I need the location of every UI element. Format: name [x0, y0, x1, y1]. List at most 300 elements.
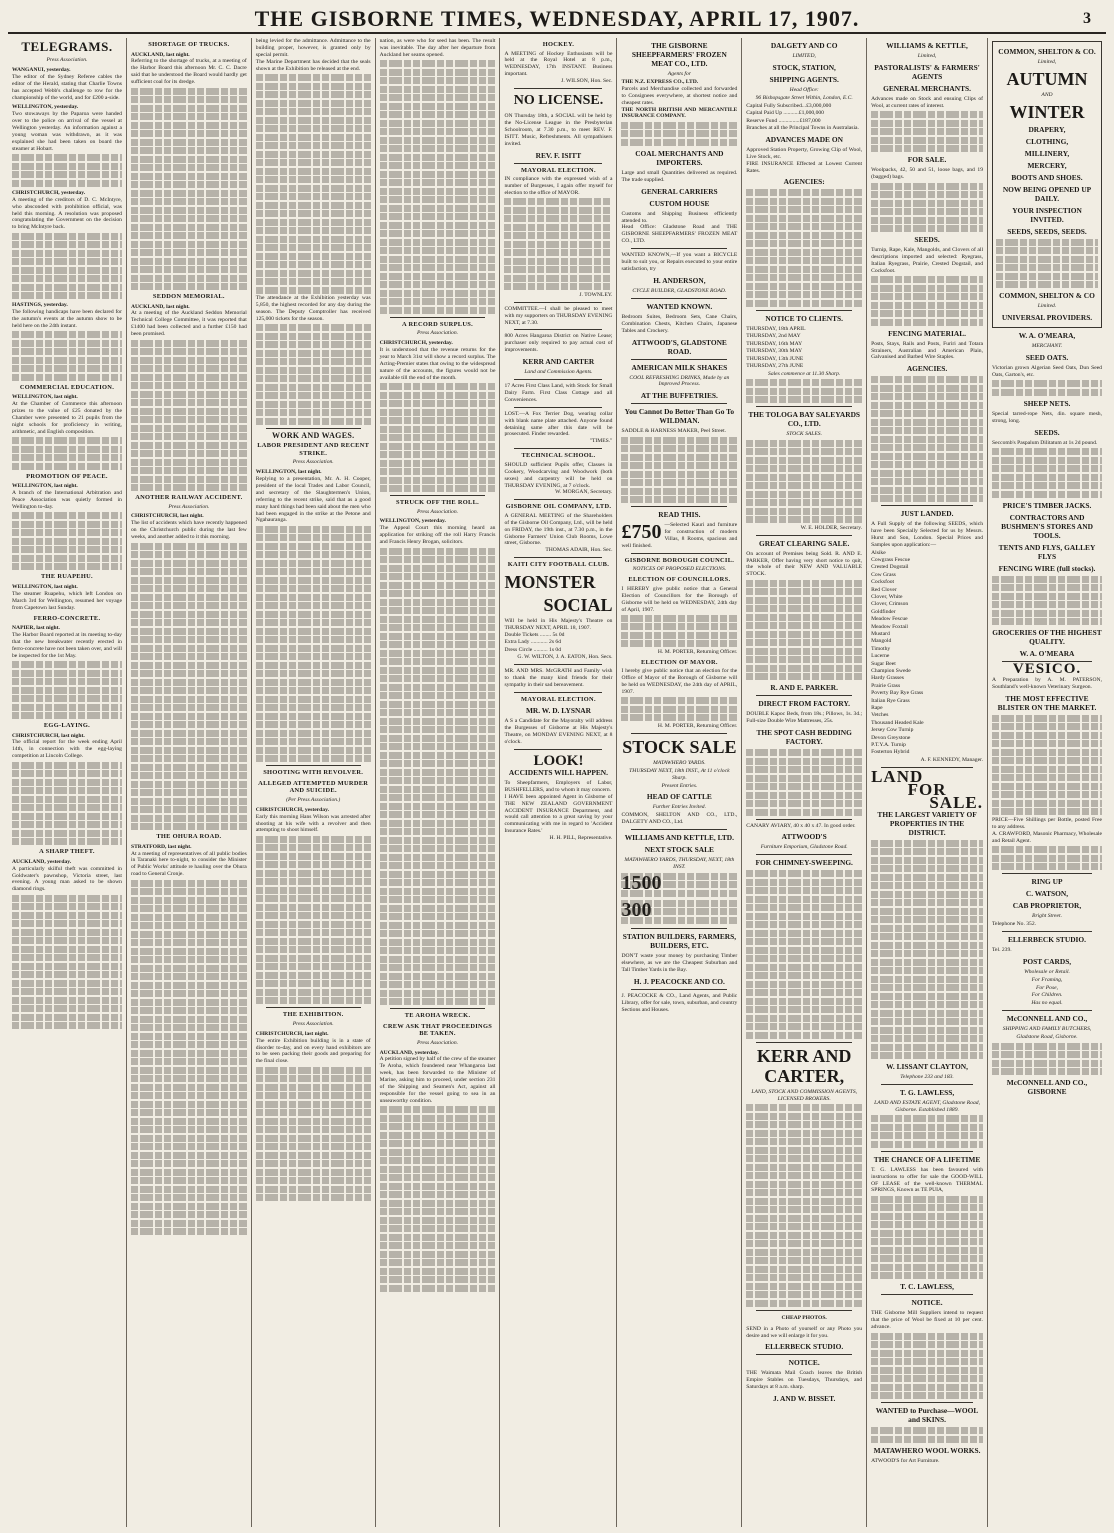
section-heading: ELECTION OF COUNCILLORS.: [628, 576, 731, 584]
firm-name: T. C. LAWLESS,: [900, 1282, 954, 1292]
dateline: CHRISTCHURCH, last night.: [12, 732, 85, 739]
notice-text: IN compliance with the expressed wish of a number of Burgesses, I again offer myself for election to the office of MAYOR.: [504, 176, 613, 196]
firm-sub: LAND AND ESTATE AGENT, Gladstone Road, Gisborne. Established 1889.: [874, 1099, 980, 1113]
ad-text: Approved Station Property, Growing Clip of Wool, Live Stock, etc.: [746, 146, 863, 160]
ad-title: THE CHANCE OF A LIFETIME: [873, 1154, 981, 1164]
ad-text: 96 Bishopsgate Street Within, London, E.C.: [755, 94, 853, 101]
column-news-2: [127, 38, 252, 1527]
ad-text: A. CRAWFORD, Masonic Pharmacy, Wholesale and Retail Agent.: [992, 830, 1102, 844]
section-heading: COMMERCIAL EDUCATION.: [19, 383, 115, 391]
dateline: WELLINGTON, yesterday.: [12, 104, 79, 111]
sale-date-item: THURSDAY, 27th JUNE: [746, 363, 804, 369]
ticket-price: Extra Lady ............ 2s 6d: [504, 639, 561, 646]
dateline: NAPIER, last night.: [12, 625, 60, 632]
department-item: CLOTHING,: [1025, 136, 1069, 146]
social-heading: SOCIAL: [543, 594, 613, 615]
ad-title: JUST LANDED.: [900, 509, 954, 519]
dateline: WELLINGTON, last night.: [255, 469, 322, 476]
seed-item: Rape: [871, 705, 883, 712]
news-item: The steamer Ruapehu, which left London on March 3rd for Wellington, resumed her voyage from Capetown last Sunday.: [12, 590, 122, 611]
monster-heading: MONSTER: [504, 571, 596, 592]
firm-name: COMMON, SHELTON & CO.: [998, 47, 1096, 56]
news-item: The editor of the Sydney Referee cables the editor of the Herald, stating that Charlie Towns has accepted Webb's challenge to row for the championship of the world, and for £200 a-side.: [12, 73, 122, 101]
news-item: At the Chamber of Commerce this afternoon prizes to the value of £25 donated by the Chamber were presented to 21 pupils from the night schools for proficiency in writing, arithmetic, and English composition.: [12, 401, 122, 435]
firm-name: ATTWOOD'S, GLADSTONE ROAD.: [631, 337, 727, 356]
dateline: AUCKLAND, yesterday.: [379, 1049, 439, 1056]
department-item: MERCERY,: [1027, 160, 1067, 170]
further-entries: Further Entries Invited.: [652, 804, 707, 811]
seed-item: Champion Swede: [871, 668, 911, 674]
seed-item: Goldfinder: [871, 608, 896, 615]
ad-title: NOW BEING OPENED UP DAILY.: [1002, 184, 1092, 203]
quantity-figure: 1500: [621, 871, 662, 894]
news-item: At a meeting of the Auckland Seddon Memorial Technical College Committee, it was reported that £1400 had been collected and a further £150 had been promised.: [130, 310, 247, 338]
seed-item: Crested Dogstail: [871, 564, 909, 571]
sale-date: THURSDAY NEXT, 18th INST., At 11 o'clock Sharp.: [629, 767, 730, 781]
cattle-line: HEAD OF CATTLE: [646, 792, 712, 802]
firm-name: W. A. O'MEARA,: [1018, 331, 1076, 341]
firm-name: T. G. LAWLESS,: [899, 1087, 955, 1097]
ad-title: READ THIS.: [658, 510, 701, 520]
ad-title: THE LARGEST VARIETY OF PROPERTIES IN THE DISTRICT.: [877, 809, 977, 837]
ad-title: STOCK SALES.: [786, 431, 823, 438]
next-sale: NEXT STOCK SALE: [644, 845, 714, 855]
notice-text: ON Thursday 18th, a SOCIAL will be held by the No-License League in the Presbyterian Schoolroom, at 7.30 p.m., to meet REV. F. ISITT. Music, Refreshments. All sympathisers invited.: [504, 113, 613, 147]
sale-venue: MATAWHERO YARDS, THURSDAY, NEXT, 18th INST.: [624, 857, 735, 871]
ad-text: Advances made on Stock and ensuing Clips of Wool, at current rates of interest.: [871, 95, 984, 109]
seed-item: P.T.Y.A. Turnip: [871, 742, 906, 749]
ad-title: You Cannot Do Better Than Go To WILDMAN.: [624, 407, 735, 426]
ad-title: FENCING WIRE (full stocks).: [998, 563, 1096, 573]
ad-text: Turnip, Rape, Kale, Mangolds, and Clovers of all descriptions imported and selected: Ryegrass, Italian Ryegrass, Prairie, Crested Dogstail, and Cocksfoot.: [871, 247, 984, 274]
ad-title: CUSTOM HOUSE: [649, 198, 710, 208]
ad-title: POST CARDS,: [1022, 956, 1072, 966]
ad-text: Large and small Quantities delivered as required. The trade supplied.: [621, 169, 738, 183]
sale-date-item: THURSDAY, 2nd MAY: [746, 333, 801, 340]
section-heading: THE EXHIBITION.: [282, 1011, 344, 1019]
dateline: WELLINGTON, last night.: [12, 394, 78, 401]
section-heading: A RECORD SURPLUS.: [402, 320, 474, 328]
department-item: MILLINERY,: [1024, 148, 1070, 158]
ad-title: SHEEP NETS.: [1023, 398, 1071, 408]
ad-text: On account of Premises being Sold. R. AND E. PARKER, Offer having very short notice to quit, the whole of their NEW AND VALUABLE STOCK.: [746, 550, 863, 578]
section-subheading: ALLEGED ATTEMPTED MURDER AND SUICIDE.: [258, 779, 369, 795]
press-association: (Per Press Association.): [286, 796, 341, 803]
seed-item: Alsike: [871, 549, 886, 556]
press-association: Press Association.: [417, 1039, 459, 1046]
press-association: Press Association.: [168, 503, 210, 510]
news-item: The entire Exhibition building is in a state of disorder to-day, and on every hand exhibitors are to be seen packing their goods and preparing for the final close.: [255, 1037, 371, 1065]
press-association: Press Association.: [417, 508, 459, 515]
press-association: Press Association.: [417, 330, 459, 337]
firm-name: DALGETY AND CO: [770, 41, 838, 50]
ad-title: SEED OATS.: [1025, 353, 1069, 363]
press-association: Press Association.: [292, 1020, 334, 1027]
seed-item: Vetches: [871, 712, 889, 719]
ad-title: CAB PROPRIETOR,: [1012, 901, 1082, 910]
notice-text: Will be held in His Majesty's Theatre on THURSDAY NEXT, APRIL 18, 1907.: [504, 617, 613, 631]
news-item: A meeting of the creditors of D. C. McIntyre, who absconded with prohibition official, was held this morning. A resolution was proposed congratulating the Government on the decision to bring McIntyre back.: [12, 196, 122, 231]
newspaper-columns: [8, 38, 1106, 1527]
dateline: CHRISTCHURCH, yesterday.: [379, 340, 453, 347]
column-telegrams: [8, 38, 127, 1527]
sales-time: Sales commence at 11.30 Sharp.: [768, 370, 841, 377]
ad-text: DON'T waste your money by purchasing Timber elsewhere, as we are the Cheapest Suburban and Tall Timber Yards in the Bay.: [621, 953, 738, 973]
seed-item: Timothy: [871, 645, 891, 652]
ad-text: CANARY AVIARY, 40 x 40 x 47. In good order.: [746, 822, 856, 829]
ad-text: For Framing,: [1031, 976, 1063, 983]
ad-title: RING UP: [1031, 877, 1063, 886]
firm-name: H. J. PEACOCKE AND CO.: [633, 976, 725, 986]
seed-item: Jersey Cow Turnip: [871, 727, 914, 734]
notice-text: 17 Acres First Class Land, with Stock for Small Dairy Farm. First Class Cottage and all Conveniences.: [504, 383, 613, 403]
firm-sub: Limited,: [1037, 59, 1057, 65]
candidate-name: MR. W. D. LYSNAR: [525, 706, 591, 716]
ad-title: STOCK, STATION,: [772, 62, 836, 72]
ad-title: THE N.Z. EXPRESS CO., LTD.: [621, 78, 699, 85]
sale-date-item: THURSDAY, 30th MAY: [746, 348, 803, 355]
signature: H. H. PILL, Representative.: [549, 835, 613, 842]
news-item: Two stowaways by the Paparoa were handed over to the police on arrival of the vessel at Wellington yesterday. An information against a young woman was withdrawn, as it was explained she had been taken on board the steamer at Hobart.: [12, 111, 122, 152]
press-association: Press Association.: [292, 459, 334, 466]
notice-sub: NOTICES OF PROPOSED ELECTIONS.: [632, 566, 727, 573]
seed-item: Fosterton Hybrid: [871, 749, 910, 756]
department-list: [996, 125, 1098, 182]
signature: W. MORGAN, Secretary.: [555, 489, 613, 496]
telegrams-heading: TELEGRAMS.: [21, 39, 113, 54]
news-item: Early this morning Hans Wilson was arrested after shooting at his wife with a revolver and then attempting to shoot himself.: [255, 813, 371, 834]
firm-name: W. LISSANT CLAYTON,: [886, 1062, 968, 1071]
ad-title: SEEDS.: [914, 235, 940, 245]
ad-title: AGENCIES.: [906, 364, 948, 374]
ad-title: GREAT CLEARING SALE.: [759, 538, 850, 548]
notice-text: A MEETING of Hockey Enthusiasts will be held at the Royal Hotel at 8 p.m., WEDNESDAY, 17th INSTANT. Business important.: [504, 50, 613, 78]
ad-title: PASTORALISTS' & FARMERS' AGENTS: [874, 62, 980, 81]
ad-title: SEEDS.: [1034, 427, 1060, 437]
sale-date-item: THURSDAY, 16th MAY: [746, 340, 803, 347]
column-news-4: [376, 38, 501, 1527]
section-heading: KAITI CITY FOOTBALL CLUB.: [507, 561, 610, 569]
notice-text: LOST.—A Fox Terrier Dog, wearing collar with blank name plate attached. Anyone found detaining same after this date will be prosecuted. Finder rewarded.: [504, 410, 613, 438]
notice-text: I HEREBY give public notice that a General Election of Councillors for the Borough of Gisborne will be held on WEDNESDAY, 24th day of April, 1907.: [621, 585, 738, 613]
news-item: The attendance at the Exhibition yesterday was 5,850, the highest recorded for any day during the season. The Deputy Comptroller has received 125,000 tickets for the season.: [255, 295, 371, 322]
page-number: 3: [1083, 10, 1092, 27]
section-heading: TE AROHA WRECK.: [404, 1012, 471, 1020]
no-license-heading: NO LICENSE.: [513, 93, 604, 109]
ad-text: A Preparation by A. M. PATERSON, Southland's well-known Veterinary Surgeon.: [992, 677, 1102, 690]
ad-text: Head Office: Gladstone Road and THE GISBORNE SHEEPFARMERS' FROZEN MEAT CO., LTD.: [621, 224, 738, 245]
ad-text: Victorian grown Algerian Seed Oats, Dun Seed Oats, Garton's, etc.: [992, 365, 1102, 379]
quantity-figure: 300: [621, 898, 652, 921]
firm-sub: SHIPPING AND FAMILY BUTCHERS,: [1002, 1026, 1092, 1033]
kerr-carter-heading: KERR AND CARTER,: [756, 1045, 852, 1086]
for-heading: FOR: [907, 779, 947, 799]
ad-title: AMERICAN MILK SHAKES: [631, 362, 728, 372]
seed-list: [871, 550, 983, 757]
section-subheading: LABOR PRESIDENT AND RECENT STRIKE.: [257, 442, 370, 457]
section-heading: SHOOTING WITH REVOLVER.: [263, 769, 364, 777]
firm-name: ATTWOOD'S: [781, 832, 827, 842]
firm-name: J. AND W. BISSET.: [773, 1394, 836, 1404]
address: Gladstone Road, Gisborne.: [1016, 1034, 1078, 1041]
ad-title: NOTICE TO CLIENTS.: [765, 313, 843, 323]
dateline: WELLINGTON, yesterday.: [379, 518, 446, 525]
seed-item: Thousand Headed Kale: [871, 719, 924, 726]
firm-sub: Limited.: [1037, 303, 1057, 310]
masthead-title: THE GISBORNE TIMES, WEDNESDAY, APRIL 17, 1907.: [254, 6, 860, 31]
firm-name: ELLERBECK STUDIO.: [1007, 934, 1087, 944]
ad-title: ADVANCES MADE ON: [765, 134, 843, 144]
firm-name: THE TOLOGA BAY SALEYARDS CO., LTD.: [748, 410, 861, 429]
ad-title: NOTICE.: [788, 1358, 820, 1368]
news-item: A petition signed by half of the crew of the steamer Te Aroha, which foundered near Whangaroa last week, has been forwarded to the Minister of Marine, asking him to proceed, under section 231 of the Shipping and Seamen's Act, against all responsible for the vessel going to sea in an unseaworthy condition.: [379, 1056, 496, 1104]
section-heading: SEDDON MEMORIAL.: [152, 293, 225, 301]
news-item: Referring to the shortage of trucks, at a meeting of the Harbor Board this afternoon Mr. C. C. Dacre said that he understood the Board would hardly get sufficient coal for its dredge.: [130, 58, 247, 86]
capital-line: Capital Fully Subscribed...£3,000,000: [746, 102, 832, 109]
seed-item: Mustard: [871, 630, 890, 637]
accidents-line: ACCIDENTS WILL HAPPEN.: [508, 767, 608, 777]
signature: J. TOWNLEY.: [579, 291, 613, 298]
ad-title: WANTED to Purchase—WOOL and SKINS.: [875, 1406, 979, 1425]
seed-item: Poverty Bay Rye Grass: [871, 690, 924, 697]
ad-title: GENERAL CARRIERS: [641, 186, 718, 196]
ad-text: Has no equal.: [1031, 1000, 1063, 1007]
firm-name: ELLERBECK STUDIO.: [765, 1342, 844, 1352]
price-figure: £750: [621, 521, 662, 544]
section-heading: PROMOTION OF PEACE.: [26, 472, 108, 480]
ad-text: Special tarred-rope Nets, 4in. square mesh, strong, long.: [992, 410, 1102, 424]
seed-item: Lucerne: [871, 653, 890, 660]
dateline: AUCKLAND, yesterday.: [12, 858, 72, 865]
ad-text: For Children.: [1031, 992, 1063, 999]
section-heading: FERRO-CONCRETE.: [33, 614, 101, 622]
ad-title: FOR CHIMNEY-SWEEPING.: [755, 858, 853, 868]
firm-name: R. AND E. PARKER.: [770, 683, 838, 693]
dateline: CHRISTCHURCH, yesterday.: [12, 189, 86, 196]
signature: W. E. HOLDER, Secretary.: [800, 524, 863, 531]
ad-text: COOL REFRESHING DRINKS, Made by an Improved Process.: [629, 374, 730, 388]
telephone: Telephone No. 352.: [992, 920, 1037, 927]
news-item: It is understood that the revenue returns for the year to March 31st will show a record surplus. The Acting-Premier states that owing to the widespread nature of the accounts, the figures would not be available till the end of the month.: [379, 347, 496, 381]
notice-text: A S a Candidate for the Mayoralty will address the Burgesses of Gisborne at His Majesty's Theatre, on MONDAY EVENING NEXT, at 8 o'clock.: [504, 718, 613, 746]
sale-date-item: THURSDAY, 13th JUNE: [746, 355, 804, 362]
notice-text: COMMITTEE.—I shall be pleased to meet with my supporters on THURSDAY EVENING NEXT, at 7.30.: [504, 305, 613, 326]
ad-title: YOUR INSPECTION INVITED.: [1012, 205, 1082, 224]
vesico-heading: VESICO.: [1012, 661, 1082, 678]
ad-title: CONTRACTORS AND BUSHMEN'S STORES AND TOOLS.: [1001, 512, 1093, 540]
seed-item: Cow Grass: [871, 571, 896, 578]
notice-text: To Sheepfarmers, Employers of Labor, BUSHFELLERS, and to whom it may concern.: [504, 779, 613, 793]
sale-heading: SALE.: [929, 792, 984, 812]
seed-item: Cocksfoot: [871, 579, 895, 586]
signature: J. WILSON, Hon. Sec.: [561, 78, 613, 85]
common-shelton-ad: [992, 41, 1102, 328]
ad-title: PRICE'S TIMBER JACKS.: [1002, 500, 1092, 510]
ad-text: SEND in a Photo of yourself or any Photo you desire and we will enlarge it for you.: [746, 1325, 863, 1339]
ad-title: THE MOST EFFECTIVE BLISTER ON THE MARKET.: [997, 693, 1097, 712]
look-heading: LOOK!: [533, 753, 584, 770]
winter-heading: WINTER: [1009, 101, 1085, 122]
firm-sub: LIMITED,: [792, 53, 816, 59]
notice-text: I hereby give public notice that an election for the Office of Mayor of the Borough of Gisborne will be held on WEDNESDAY, the 24th day of APRIL, 1907.: [621, 668, 738, 696]
firm-name: MATAWHERO WOOL WORKS.: [873, 1445, 981, 1455]
ad-title: TENTS AND FLYS, GALLEY FLYS: [998, 542, 1096, 561]
seed-item: Meadow Foxtail: [871, 623, 908, 630]
section-heading: MAYORAL ELECTION.: [521, 695, 596, 703]
sale-venue: MATAWHERO YARDS.: [653, 759, 706, 766]
ad-title: GROCERIES OF THE HIGHEST QUALITY.: [992, 628, 1102, 647]
news-item: The Harbor Board reported at its meeting to-day that the new breakwater recently erected in ferro-concrete have not been taken over, and will be inspected for the 1st May.: [12, 631, 122, 659]
entries-label: Present Entries.: [661, 782, 698, 789]
ad-text: For Pose,: [1035, 984, 1059, 991]
notice-text: I HAVE been appointed Agent in Gisborne of THE NEW ZEALAND GOVERNMENT ACCIDENT INSURANCE Department, and would call attention to a great saving by your communicating with me in regard to 'Accident Insurance Rates.': [504, 793, 613, 835]
dateline: WELLINGTON, last night.: [12, 483, 78, 490]
dateline: WELLINGTON, last night.: [12, 583, 78, 590]
section-heading: GISBORNE OIL COMPANY, LTD.: [505, 503, 612, 511]
and-label: AND: [1041, 91, 1053, 98]
ad-text: ATWOOD'S for Art Furniture.: [871, 1457, 940, 1464]
news-item: Replying to a presentation, Mr. A. H. Cooper, president of the local Trades and Labor Council, and secretary of the Slaughtermen's Union, referring to the recent strike, said that as a good many hard things had been said about the men who had been engaged in the strike at the Petone and Ngahauranga.: [255, 475, 371, 524]
dateline: CHRISTCHURCH, last night.: [255, 1030, 329, 1037]
ticket-price: Dress Circle .......... 1s 0d: [504, 646, 561, 653]
ad-title: NOTICE.: [911, 1298, 943, 1308]
ad-title: COAL MERCHANTS AND IMPORTERS.: [635, 148, 724, 167]
ad-text: Posts, Stays, Rails and Posts, Furiri and Totara Strainers, Australian and American Plain, Galvanised and Barbed Wire Staples.: [871, 340, 984, 361]
ad-text: Woolpacks, 42, 50 and 51, loose bags, and 19 (bagged) bags.: [871, 167, 984, 181]
firm-name: WILLIAMS & KETTLE,: [886, 41, 968, 50]
firm-sub: LAND, STOCK AND COMMISSION AGENTS, LICENSED BROKERS.: [751, 1088, 858, 1102]
firm-sub: MERCHANT.: [1031, 343, 1063, 350]
news-item: The list of accidents which have recently happened on the Christchurch public during the last few weeks, and another added to it this morning.: [130, 520, 247, 541]
dateline: HASTINGS, yesterday.: [12, 302, 68, 309]
section-heading: A SHARP THEFT.: [39, 848, 95, 856]
seed-item: Mangold: [871, 638, 892, 645]
ticket-price: Double Tickets ........ 5s 0d: [504, 632, 565, 639]
press-association: Press Association.: [46, 57, 88, 63]
cheap-photos-heading: CHEAP PHOTOS.: [781, 1314, 827, 1321]
sales-list: [746, 326, 862, 370]
ad-text: Bedroom Suites, Bedroom Sets, Cane Chairs, Combination Chests, Kitchen Chairs, Japanese Tables and Crockery.: [621, 313, 738, 334]
news-item: A branch of the International Arbitration and Peace Association was quietly formed in Wellington to-day.: [12, 490, 122, 510]
ad-text: THE Gisborne Mill Suppliers intend to request that the price of Wool be fixed at 10 per cent. advance.: [871, 1310, 984, 1331]
firm-name: H. ANDERSON,: [653, 275, 706, 285]
seed-item: Red Clover: [871, 586, 897, 593]
seed-item: Meadow Fescue: [871, 616, 908, 623]
seed-item: Clover, White: [871, 593, 903, 600]
ad-text: THE Waimata Mail Coach leaves the British Empire Stables on Tuesdays, Thursdays, and Saturdays at 8 a.m. sharp.: [746, 1370, 863, 1391]
ad-title: AT THE BUFFETRIES.: [640, 391, 718, 401]
news-item: being levied for the admittance. Admittance to the building proper, however, is granted only by special permit.: [255, 38, 371, 58]
capital-line: Reserve Fund ...............£187,000: [746, 117, 821, 124]
column-news-3: [252, 38, 376, 1527]
firm-name: THE SPOT CASH BEDDING FACTORY.: [756, 728, 852, 747]
signature: G. W. WILTON, J. A. EATON, Hon. Secs.: [517, 654, 613, 661]
news-item: The following handicaps have been declared for the autumn's events at the autumn show to be held here on the 24th instant.: [12, 309, 122, 329]
seed-item: Hardy Grasses: [871, 675, 904, 682]
department-item: DRAPERY,: [1028, 124, 1066, 134]
ad-title: SHIPPING AGENTS.: [769, 74, 839, 84]
section-heading: EGG-LAYING.: [43, 722, 91, 730]
speaker-name: REV. F. ISITT: [535, 150, 582, 160]
section-heading: ANOTHER RAILWAY ACCIDENT.: [135, 494, 243, 502]
ad-title: WANTED KNOWN.: [646, 301, 713, 311]
firm-name: McCONNELL AND CO., GISBORNE: [1006, 1078, 1088, 1097]
signature: THOMAS ADAIR, Hon. Sec.: [545, 547, 613, 554]
news-item: nation, as were who for seed has been. The result was inevitable. The day after her departure from Auckland her seams opened.: [379, 38, 496, 58]
firm-name: THE GISBORNE SHEEPFARMERS' FROZEN MEAT CO., LTD.: [631, 41, 727, 68]
section-heading: STRUCK OFF THE ROLL.: [396, 499, 480, 507]
ad-text: PRICE—Five Shillings per Bottle, posted Free to any address.: [992, 816, 1102, 830]
ad-text: T. G. LAWLESS has been favoured with instructions to offer for sale the GOOD-WILL OF LEASE of the well-known THERMAL SPRINGS, Known as TE PUIA,: [871, 1166, 984, 1194]
dateline: CHRISTCHURCH, last night.: [130, 513, 204, 520]
notice-text: SHOULD sufficient Pupils offer, Classes in Cookery, Woodcarving and Woodwork (both sexes) and carpentry will be held on THURSDAY EVENING, at 7 o'clock.: [504, 461, 613, 489]
section-heading: GISBORNE BOROUGH COUNCIL.: [624, 556, 735, 564]
dateline: AUCKLAND, last night.: [130, 303, 190, 310]
news-item: A particularly skilful theft was committed in Goldwater's pawnshop, Victoria street, last evening. A young man asked to be shown diamond rings.: [12, 865, 122, 893]
address: Bright Street.: [1032, 913, 1062, 919]
firm-sub: Furniture Emporium, Gladstone Road.: [760, 844, 848, 851]
firm-name: KERR AND CARTER: [522, 357, 595, 367]
firm-name: W. A. O'MEARA: [1019, 649, 1075, 659]
stock-sale-heading: STOCK SALE: [622, 736, 737, 757]
news-item: The Appeal Court this morning heard an application for striking off the roll Harry Francis and Francis Henry Brogan, solicitors.: [379, 525, 496, 546]
ad-text: Seccomb's Paspalum Dilitatum at 1s 2d pound.: [992, 439, 1098, 446]
firm-name: COMMON, SHELTON & CO: [999, 291, 1095, 301]
column-ads-7: [742, 38, 867, 1527]
ad-title: AGENCIES:: [783, 177, 825, 187]
dateline: WANGANUI, yesterday.: [12, 66, 71, 73]
notice-text: MR. AND MRS. McGRATH and Family wish to thank the many kind friends for their sympathy in their sad bereavement.: [504, 668, 613, 688]
seed-item: Italian Rye Grass: [871, 697, 910, 704]
signature: "TIMES.": [589, 438, 613, 445]
section-heading: WORK AND WAGES.: [272, 430, 355, 440]
ad-text: J. PEACOCKE & CO., Land Agents, and Public Library, offer for sale, town, suburban, and country Sections and Houses.: [621, 992, 738, 1013]
ad-title: UNIVERSAL PROVIDERS.: [1001, 313, 1093, 323]
ad-title: THE NORTH BRITISH AND MERCANTILE INSURANCE COMPANY.: [621, 106, 738, 120]
signature: H. M. PORTER, Returning Officer.: [657, 722, 738, 729]
firms-line: COMMON, SHELTON AND CO., LTD., DALGETY AND CO., Ltd.: [621, 812, 738, 826]
ad-text: Customs and Shipping Business efficiently attended to.: [621, 210, 738, 224]
section-heading: SHORTAGE OF TRUCKS.: [148, 41, 230, 48]
firm-sub: CYCLE BUILDER, GLADSTONE ROAD.: [632, 287, 727, 294]
ad-text: SADDLE & HARNESS MAKER, Peel Street.: [621, 428, 727, 435]
ad-text: DOUBLE Kapoc Beds, from 18s.; Pillows, 1s. 3d.; Full-size Double Wire Mattresses, 25s.: [746, 711, 863, 725]
seed-item: Clover, Crimson: [871, 601, 909, 608]
section-heading: ELECTION OF MAYOR.: [640, 658, 718, 666]
news-item: The Marine Department has decided that the seals shown at the Exhibition be released at the end.: [255, 58, 371, 72]
firm-sub: Limited,: [917, 53, 937, 59]
signature: H. M. PORTER, Returning Officer.: [657, 648, 738, 655]
ad-text: Head Office:: [789, 86, 819, 93]
ad-title: DIRECT FROM FACTORY.: [758, 699, 851, 709]
dateline: AUCKLAND, last night.: [130, 51, 190, 58]
ad-text: —Selected Kauri and furniture for construction of modern Villas, 8 Rooms, spacious and well finished.: [621, 522, 738, 549]
seed-item: Prairie Grass: [871, 682, 901, 689]
ad-text: Branches at all the Principal Towns in Australasia.: [746, 124, 859, 131]
section-heading: HOCKEY.: [542, 41, 575, 48]
ad-title: SEEDS, SEEDS, SEEDS.: [1007, 226, 1087, 236]
seed-item: Cowgrass Fescue: [871, 556, 911, 563]
news-item: The official report for the week ending April 14th, in connection with the egg-laying competition at Lincoln College.: [12, 739, 122, 760]
dateline: CHRISTCHURCH, yesterday.: [255, 806, 329, 813]
firm-sub: Land and Commission Agents.: [524, 369, 593, 376]
ad-title: GENERAL MERCHANTS.: [883, 83, 971, 93]
firm-sub: Telephone 233 and 183.: [900, 1074, 954, 1080]
dateline: STRATFORD, last night.: [130, 843, 192, 850]
ad-text: FIRE INSURANCE Effected at Lowest Current Rates.: [746, 160, 863, 174]
column-ads-6: [617, 38, 742, 1527]
ad-text: WANTED KNOWN,—If you want a BICYCLE built to suit you, or Repairs executed to your entire satisfaction, try: [621, 252, 738, 272]
